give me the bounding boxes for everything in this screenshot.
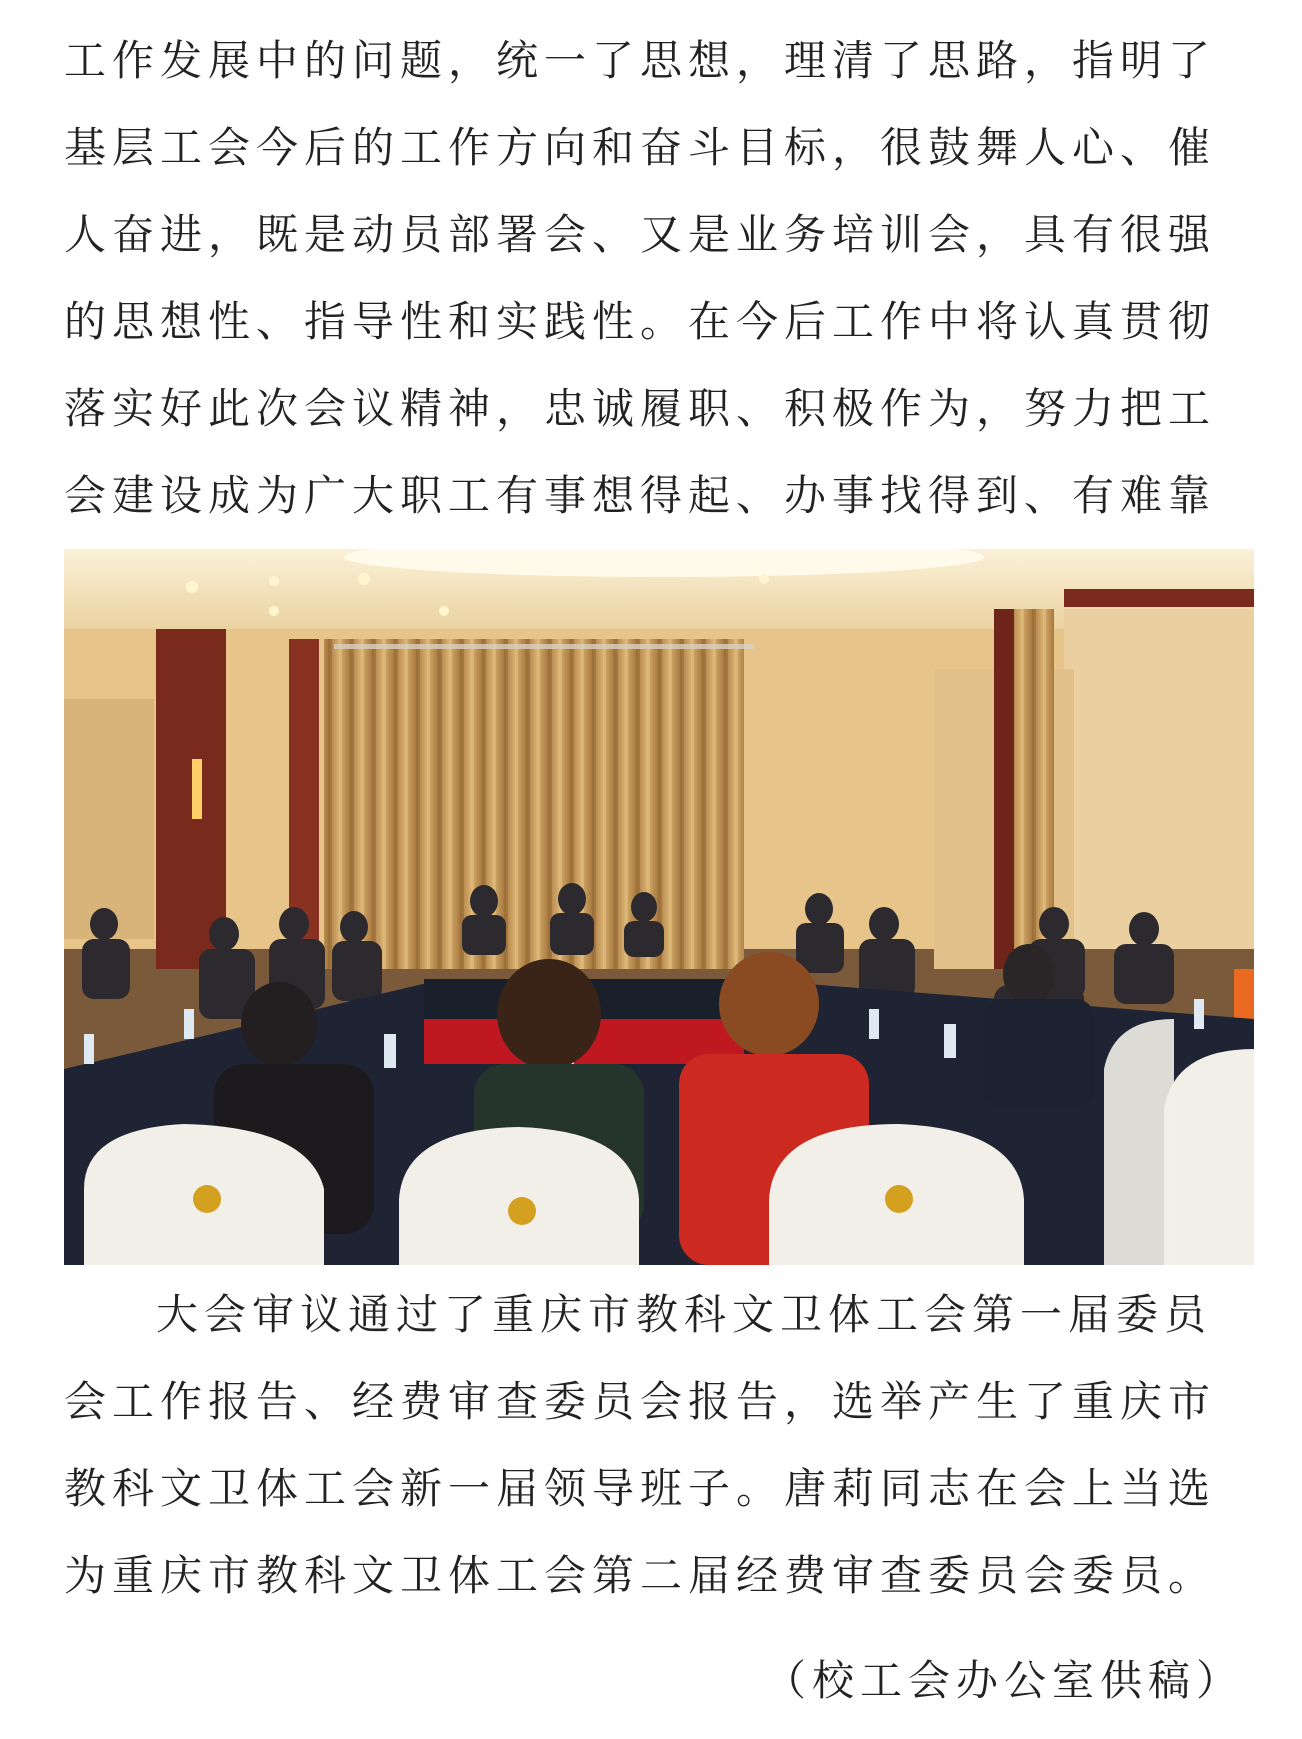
credit-line: （校工会办公室供稿）	[763, 1656, 1244, 1705]
meeting-photo	[64, 549, 1254, 1265]
paragraph-2: 大会审议通过了重庆市教科文卫体工会第一届委员会工作报告、经费审查委员会报告，选举产生了重庆市教科文卫体工会新一届领导班子。唐莉同志在会上当选为重庆市教科文卫体工会第二届经费审查委员会委员。	[64, 1290, 1217, 1600]
paragraph-1: 工作发展中的问题，统一了思想，理清了思路，指明了基层工会今后的工作方向和奋斗目标，很鼓舞人心、催人奋进，既是动员部署会、又是业务培训会，具有很强的思想性、指导性和实践性。在今后工作中将认真贯彻落实好此次会议精神，忠诚履职、积极作为，努力把工会建设成为广大职工有事想得起、办事找得到、有难靠	[64, 36, 1217, 520]
